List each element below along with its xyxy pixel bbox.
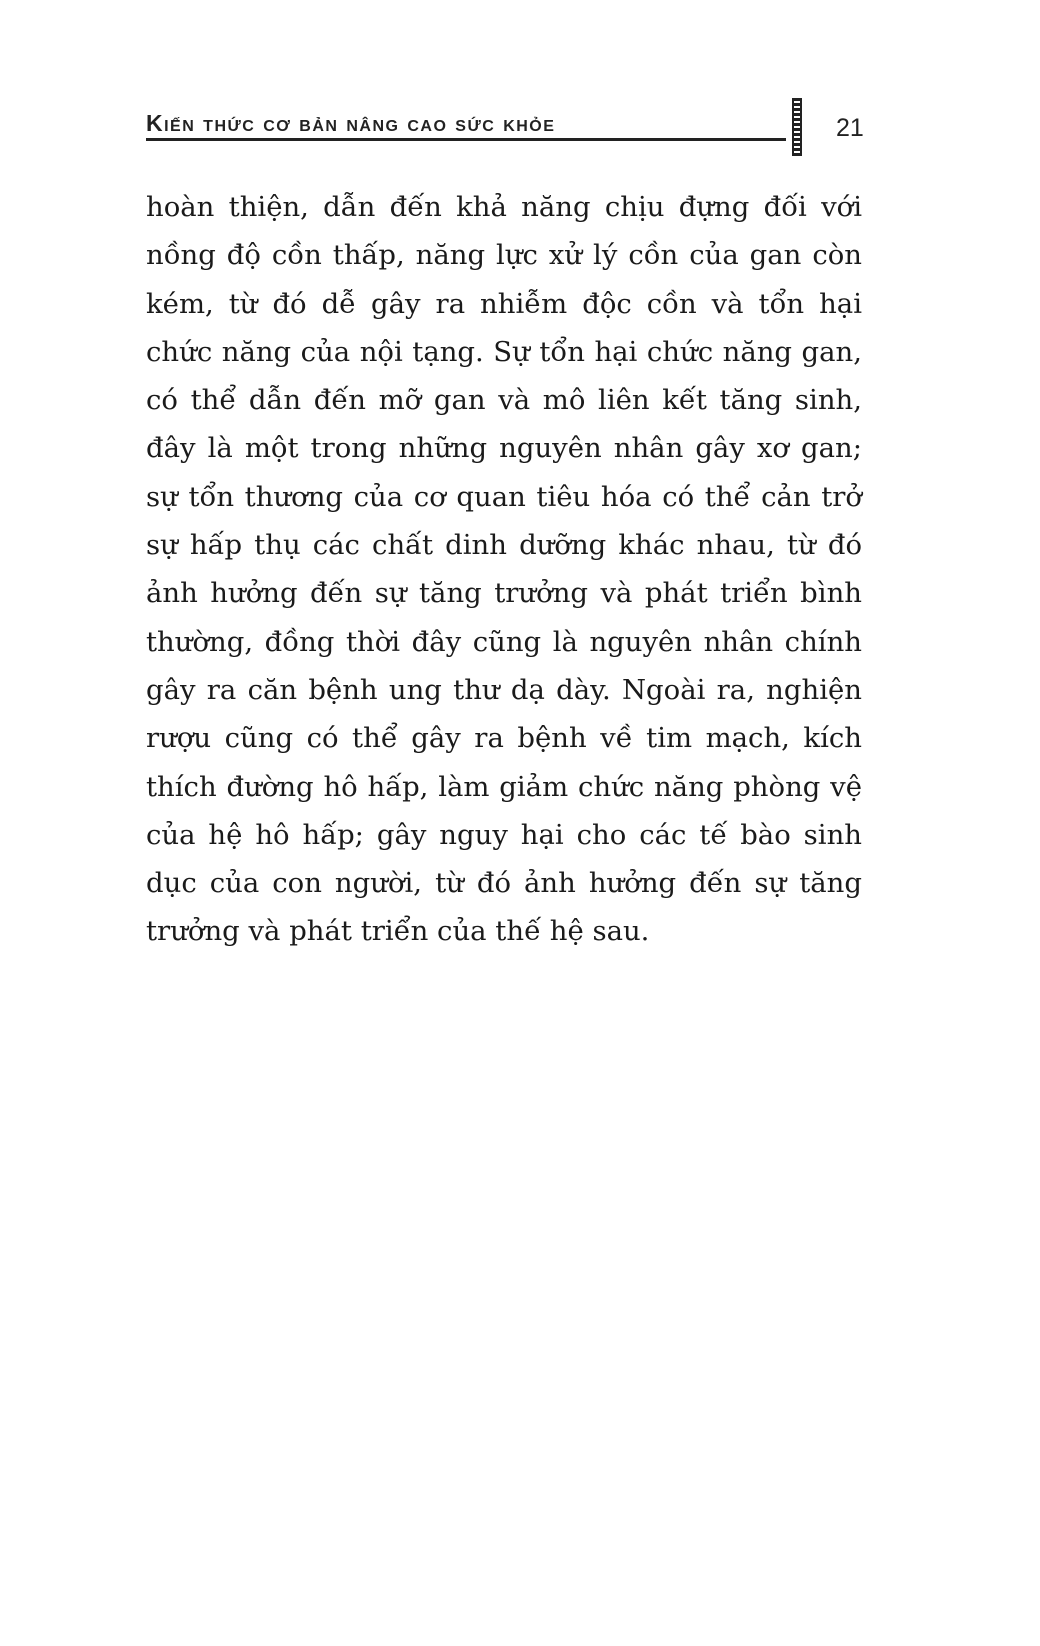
header-rule: [146, 138, 786, 141]
header-ornament: [792, 98, 802, 156]
running-header: [146, 104, 786, 148]
page-number: 21: [836, 114, 864, 142]
running-title: Kiến thức cơ bản nâng cao sức khỏe: [146, 110, 556, 136]
body-paragraph: hoàn thiện, dẫn đến khả năng chịu đựng đối với nồng độ cồn thấp, năng lực xử lý cồn của gan còn kém, từ đó dễ gây ra nhiễm độc cồn và tổn hại chức năng của nội tạng. Sự tổn hại chức năng gan, có thể dẫn đến mỡ gan và mô liên kết tăng sinh, đây là một trong những nguyên nhân gây xơ gan; sự tổn thương của cơ quan tiêu hóa có thể cản trở sự hấp thụ các chất dinh dưỡng khác nhau, từ đó ảnh hưởng đến sự tăng trưởng và phát triển bình thường, đồng thời đây cũng là nguyên nhân chính gây ra căn bệnh ung thư dạ dày. Ngoài ra, nghiện rượu cũng có thể gây ra bệnh về tim mạch, kích thích đường hô hấp, làm giảm chức năng phòng vệ của hệ hô hấp; gây nguy hại cho các tế bào sinh dục của con người, từ đó ảnh hưởng đến sự tăng trưởng và phát triển của thế hệ sau.: [146, 191, 862, 948]
